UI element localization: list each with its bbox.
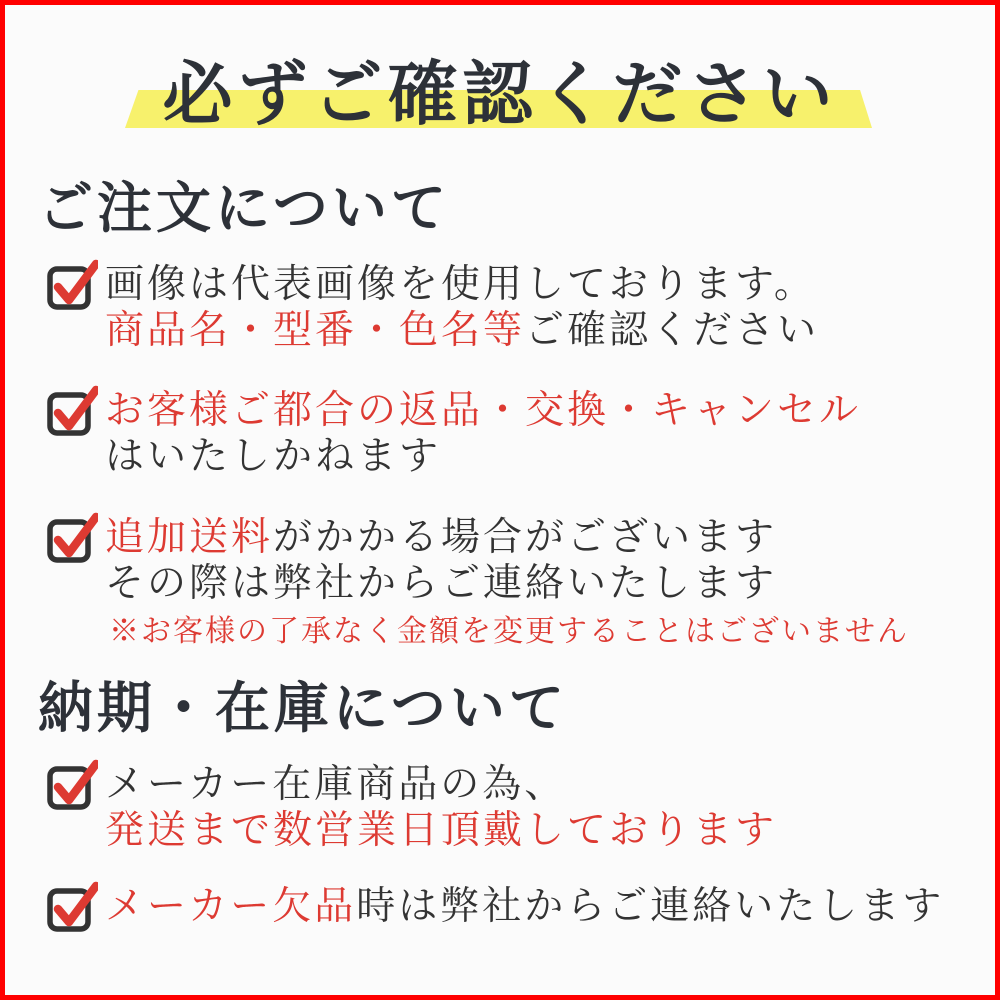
checked-checkbox-icon <box>46 754 98 810</box>
page-title: 必ずご確認ください <box>162 56 838 134</box>
notice-item-text <box>105 262 819 354</box>
checked-checkbox-icon <box>46 507 98 563</box>
notice-text: メーカー在庫商品の為、 <box>105 763 567 806</box>
checked-checkbox-icon <box>46 876 98 932</box>
notice-item-text <box>105 388 861 480</box>
notice-line <box>105 434 861 480</box>
notice-item-text <box>105 884 944 932</box>
notice-line <box>105 808 777 854</box>
notice-item-maker-stock <box>46 762 777 854</box>
notice-text: 時は弊社からご連絡いたします <box>356 885 945 928</box>
section-heading-order: ご注文について <box>38 178 450 239</box>
notice-line <box>105 762 777 808</box>
notice-line <box>105 561 909 607</box>
notice-text: ご確認ください <box>525 309 820 352</box>
checked-checkbox-icon <box>46 380 98 436</box>
notice-text-emphasis: 追加送料 <box>105 516 274 559</box>
notice-line <box>105 515 909 561</box>
notice-text: その際は弊社からご連絡いたします <box>105 562 778 605</box>
checked-checkbox-icon <box>46 254 98 310</box>
notice-text-emphasis: お客様ご都合の返品・交換・キャンセル <box>105 389 862 432</box>
notice-item-extra-shipping <box>46 515 909 649</box>
notice-item-representative-image <box>46 262 819 354</box>
notice-line <box>105 262 819 308</box>
notice-text-emphasis: 商品名・型番・色名等 <box>105 309 526 352</box>
notice-item-text <box>105 762 777 854</box>
notice-text: はいたしかねます <box>105 435 442 478</box>
notice-text-emphasis: メーカー欠品 <box>105 885 357 928</box>
notice-text: 画像は代表画像を使用しております。 <box>105 263 816 306</box>
notice-line <box>105 308 819 354</box>
notice-item-returns <box>46 388 861 480</box>
notice-text: がかかる場合がございます <box>273 516 778 559</box>
notice-line <box>105 388 861 434</box>
notice-footnote: ※お客様の了承なく金額を変更することはございません <box>109 615 909 648</box>
notice-item-text <box>105 515 909 649</box>
section-heading-delivery-stock: 納期・在庫について <box>38 678 568 739</box>
notice-text-emphasis: 発送まで数営業日頂戴しております <box>105 809 778 852</box>
notice-item-maker-shortage <box>46 884 944 932</box>
notice-line <box>105 884 944 930</box>
